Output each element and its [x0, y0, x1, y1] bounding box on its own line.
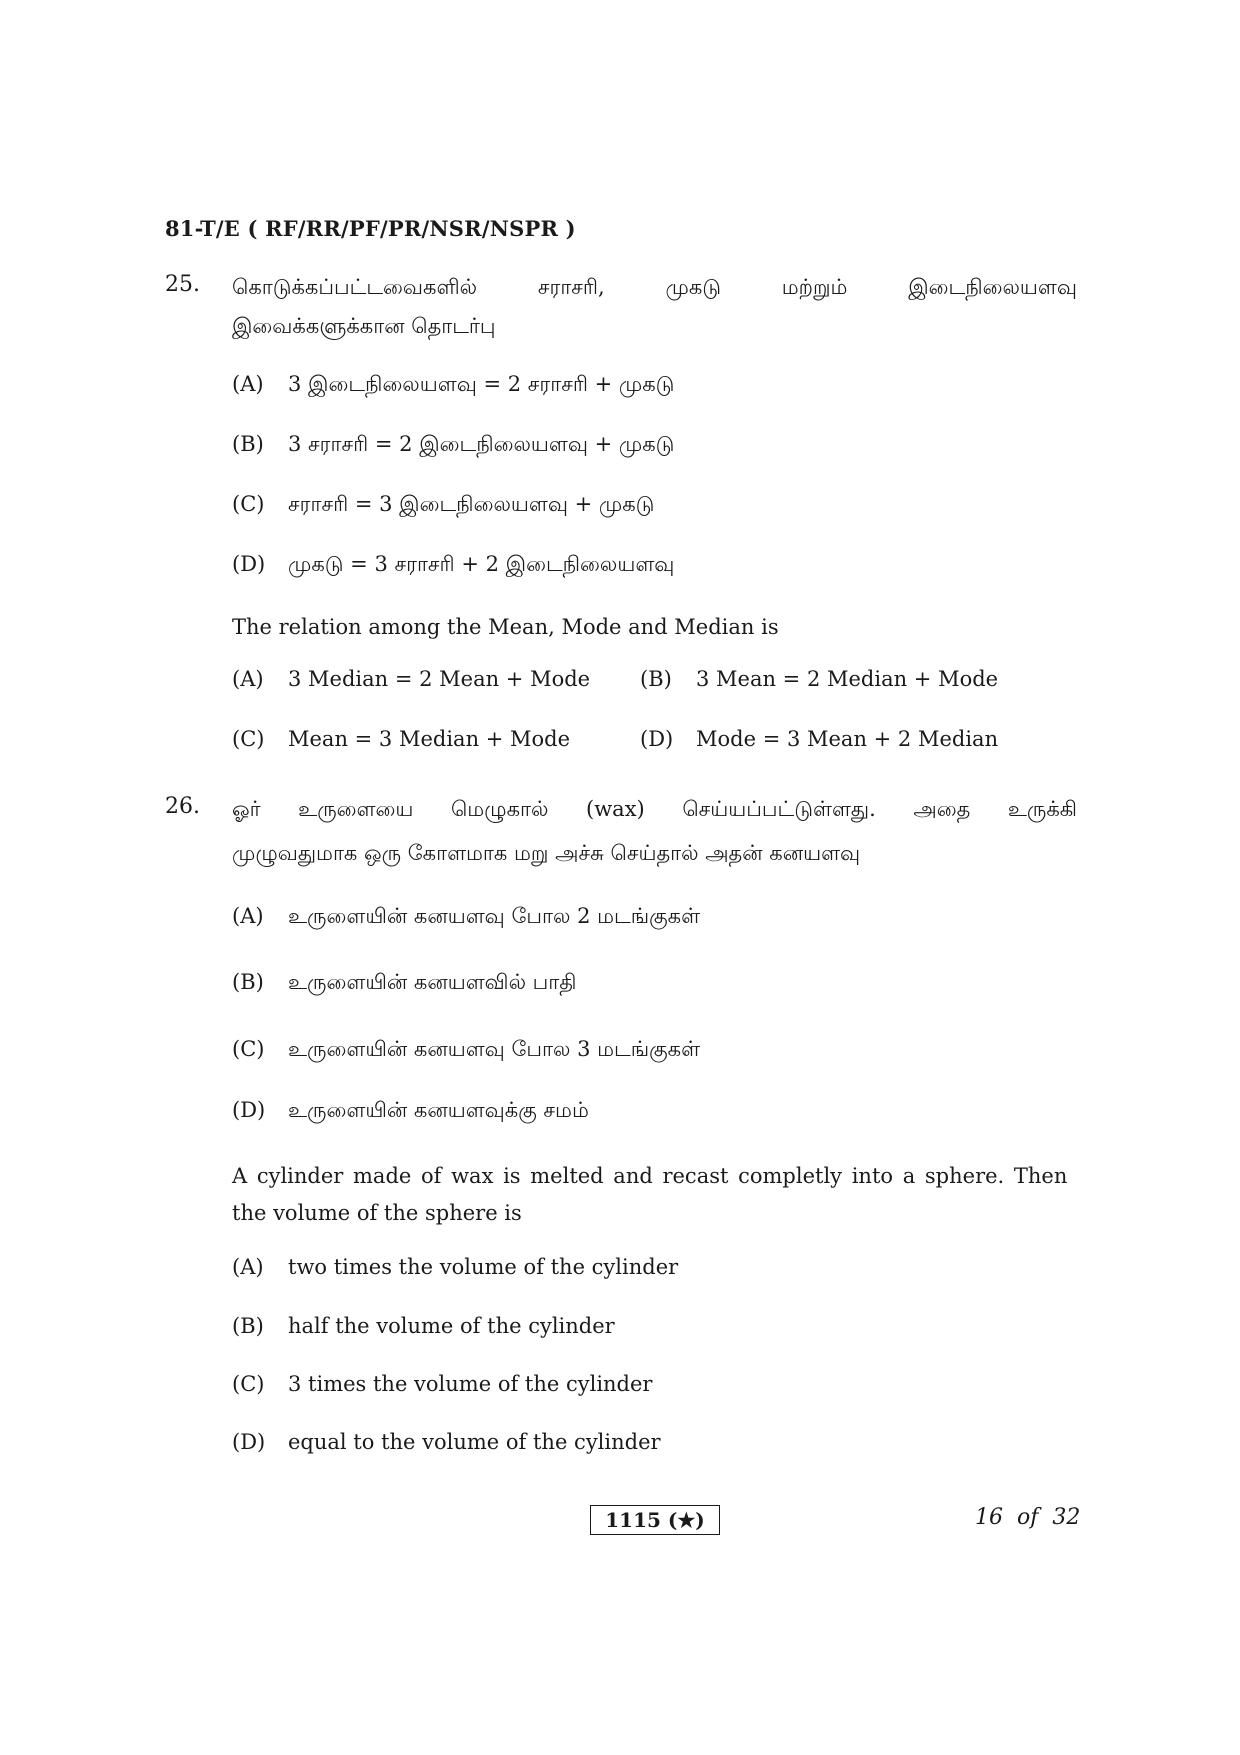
booklet-code-box: 1115 (★): [590, 1505, 720, 1535]
q26-ta-word: (wax): [586, 797, 645, 821]
option-text: half the volume of the cylinder: [288, 1314, 615, 1338]
option-label: (D): [232, 1430, 266, 1454]
q26-ta-word: மெழுகால்: [450, 797, 549, 821]
question-26-number: 26.: [165, 794, 200, 819]
option-text: சராசரி = 3 இடைநிலையளவு + முகடு: [288, 492, 655, 516]
q25-tamil-option-c: [232, 492, 654, 519]
q25-english-option-b: [640, 667, 998, 691]
option-text: 3 times the volume of the cylinder: [288, 1372, 653, 1396]
q26-ta-word: அதை: [913, 797, 971, 821]
option-label: (C): [232, 727, 265, 751]
q26-ta-word: உருக்கி: [1007, 797, 1077, 821]
option-label: (D): [232, 1098, 266, 1122]
option-text: உருளையின் கனயளவில் பாதி: [288, 970, 577, 994]
q26-tamil-option-d: [232, 1098, 589, 1125]
question-26-tamil-line2: முழுவதுமாக ஒரு கோளமாக மறு அச்சு செய்தால் அதன் கனயளவு: [232, 841, 861, 865]
q26-english-stem-line1: [232, 1158, 1077, 1195]
option-text: 3 Mean = 2 Median + Mode: [696, 667, 999, 691]
q26-english-option-d: [232, 1430, 661, 1454]
q25-ta-word: மற்றும்: [781, 275, 848, 299]
option-label: (B): [640, 667, 672, 691]
option-text: equal to the volume of the cylinder: [288, 1430, 661, 1454]
q25-ta-word: இடைநிலையளவு: [908, 275, 1077, 299]
q26-english-option-b: [232, 1314, 615, 1338]
q26-tamil-option-b: [232, 970, 576, 997]
paper-code-header: 81-T/E ( RF/RR/PF/PR/NSR/NSPR ): [165, 216, 576, 241]
option-text: உருளையின் கனயளவு போல 3 மடங்குகள்: [288, 1037, 701, 1061]
option-label: (A): [232, 904, 264, 928]
question-25-number: 25.: [165, 272, 200, 297]
q25-english-option-a: [232, 667, 590, 691]
q26-english-option-c: [232, 1372, 652, 1396]
q25-english-option-c: [232, 727, 570, 751]
q26-english-stem-line2: the volume of the sphere is: [232, 1201, 522, 1225]
question-26-tamil-line1: [232, 790, 1077, 829]
option-label: (D): [640, 727, 674, 751]
q25-ta-word: முகடு: [665, 275, 721, 299]
option-text: 3 இடைநிலையளவு = 2 சராசரி + முகடு: [288, 372, 675, 396]
q25-tamil-option-d: [232, 552, 674, 579]
q25-ta-word: கொடுக்கப்பட்டவைகளில்: [232, 275, 478, 299]
option-text: உருளையின் கனயளவுக்கு சமம்: [288, 1098, 589, 1122]
q25-english-option-d: [640, 727, 998, 751]
option-label: (B): [232, 1314, 264, 1338]
q26-english-option-a: [232, 1255, 678, 1279]
option-text: 3 சராசரி = 2 இடைநிலையளவு + முகடு: [288, 432, 675, 456]
option-text: Mode = 3 Mean + 2 Median: [696, 727, 999, 751]
q26-tamil-option-a: [232, 904, 700, 931]
page-number: 16 of 32: [975, 1505, 1081, 1530]
option-label: (C): [232, 492, 265, 516]
q26-ta-word: உருளையை: [298, 797, 414, 821]
option-text: 3 Median = 2 Mean + Mode: [288, 667, 591, 691]
stem-text: A cylinder made of wax is melted and recast completly into a sphere. Then: [232, 1164, 1068, 1188]
q26-tamil-option-c: [232, 1037, 700, 1064]
option-label: (A): [232, 667, 264, 691]
option-label: (C): [232, 1037, 265, 1061]
q25-ta-word: சராசரி,: [537, 275, 605, 299]
option-label: (A): [232, 372, 264, 396]
question-25-tamil-line2: இவைக்களுக்கான தொடர்பு: [232, 314, 496, 338]
option-text: two times the volume of the cylinder: [288, 1255, 679, 1279]
q25-tamil-option-a: [232, 372, 674, 399]
q26-ta-word: செய்யப்பட்டுள்ளது.: [682, 797, 876, 821]
option-text: உருளையின் கனயளவு போல 2 மடங்குகள்: [288, 904, 701, 928]
option-text: Mean = 3 Median + Mode: [288, 727, 571, 751]
question-25-tamil-line1: [232, 268, 1077, 307]
option-text: முகடு = 3 சராசரி + 2 இடைநிலையளவு: [288, 552, 675, 576]
option-label: (A): [232, 1255, 264, 1279]
option-label: (C): [232, 1372, 265, 1396]
option-label: (B): [232, 970, 264, 994]
q25-tamil-option-b: [232, 432, 674, 459]
option-label: (D): [232, 552, 266, 576]
option-label: (B): [232, 432, 264, 456]
q25-english-stem: The relation among the Mean, Mode and Median is: [232, 615, 779, 639]
q26-ta-word: ஓர்: [232, 797, 261, 821]
